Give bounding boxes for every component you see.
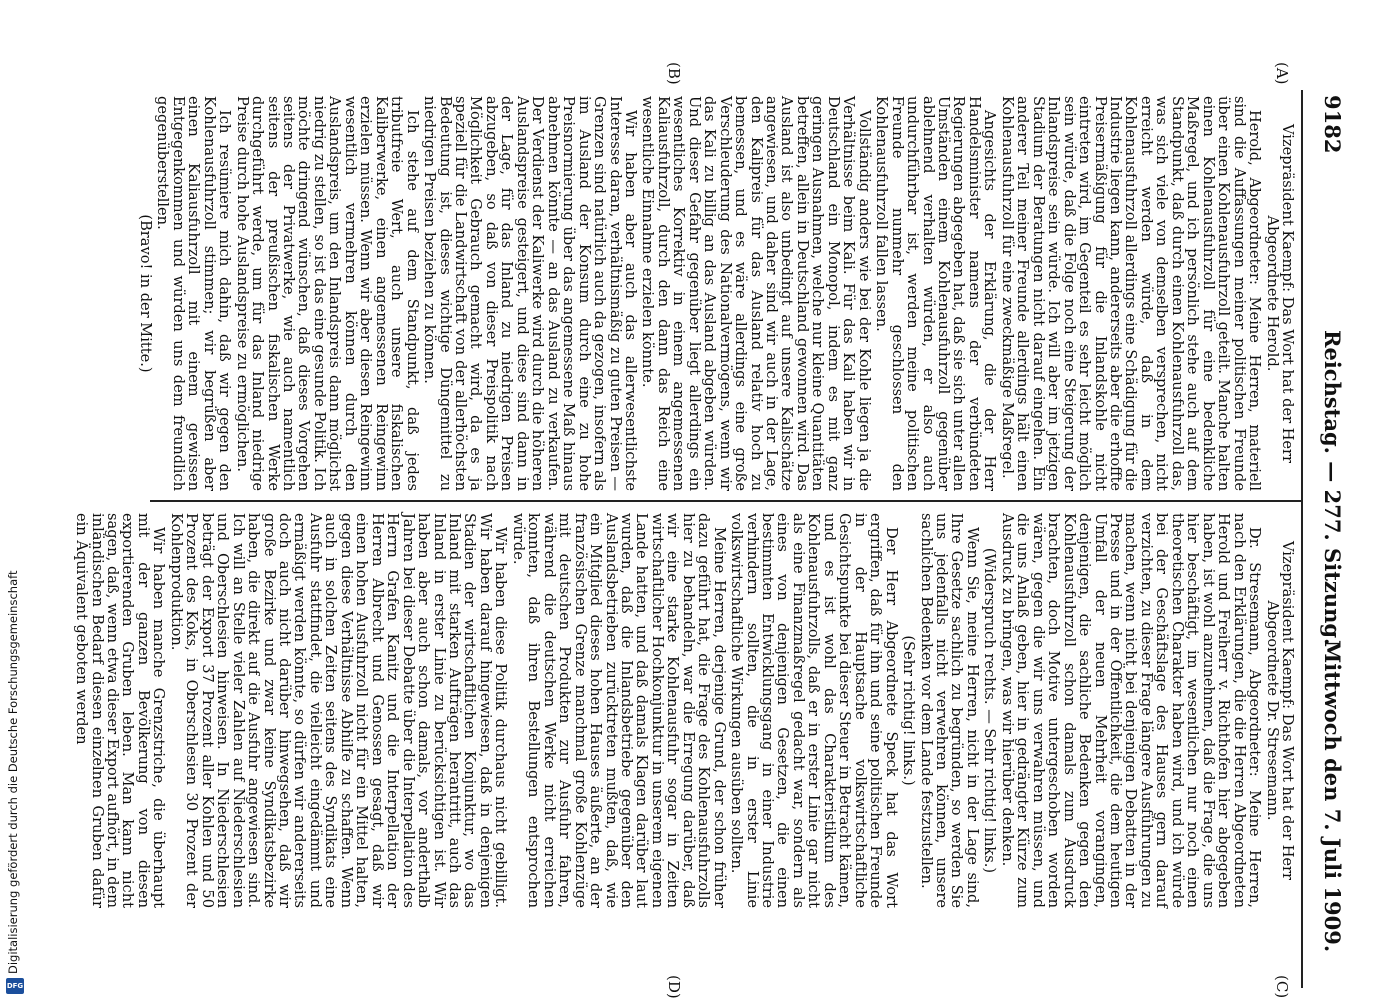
paragraph: Der Herr Abgeordnete Speck hat das Wort ergriffen, daß für ihn und seine politischen Freunde in der Hauptsache volkswirtschaftliche Gesichtspunkte bei dieser Steuer in Betracht kämen, und es ist wohl das Charakteristikum des Kohlenausfuhrzolls, daß er in erster Linie gar nicht als eine Finanzmaßregel gedacht war, sondern als eines von denjenigen Gesetzen, die einen bestimmten Entwicklungsgang in einer Industrie verhindern sollten, die in erster Linie volkswirtschaftliche Wirkungen ausüben sollten. (728, 513, 900, 908)
header-rule (1301, 90, 1303, 988)
margin-letter-d: (D) (665, 975, 683, 999)
paragraph: Wir haben manche Grenzstriche, die überhaupt mit der ganzen Bevölkerung von diesen exportierenden Gruben leben. Man kann nicht sagen, daß, wenn etwa dieser Export aufhört, in dem inländischen Bedarf diesen einzelnen Gruben dafür ein Äquivalent geboten werden (73, 513, 168, 908)
interjection: (Bravo! in der Mitte.) (136, 214, 154, 373)
paragraph: Herold, Abgeordneter: Meine Herren, materiell sind die Auffassungen meiner politischen Freunde über einen Kohlenausfuhrzoll geteilt. Manche halten einen Kohlenausfuhrzoll für eine bedenkliche Maßregel, und ich persönlich stehe auch auf dem Standpunkt, daß durch einen Kohlenausfuhrzoll das, was sich viele von demselben versprechen, nicht erreicht werden würde, daß in dem Kohlenausfuhrzoll allerdings eine Schädigung für die Industrie liegen kann, andererseits aber die erhoffte Preisermäßigung für die Inlandskohle nicht eintreten wird, im Gegenteil es sehr leicht möglich sein würde, daß die Folge noch eine Steigerung der Inlandspreise sein würde. Ich will aber im jetzigen Stadium der Beratungen nicht darauf eingehen. Ein anderer Teil meiner Freunde allerdings hält einen Kohlenausfuhrzoll für eine zweckmäßige Maßregel. (998, 96, 1264, 491)
margin-letter-c: (C) (1273, 975, 1291, 999)
interjection: (Sehr richtig! links.) (900, 635, 918, 786)
paragraph: Ich stehe auf dem Standpunkt, daß jedes tributfreie Wert, auch unsere fiskalischen Kaliberwerke, einen angemessenen Reingewinn erzielen müssen. Wenn wir aber diesen Reingewinn wesentlich vermehren können durch den Auslandspreis, um den Inlandspreis dann möglichst niedrig zu stellen, so ist das eine gesunde Politik. Ich möchte dringend wünschen, daß dieses Vorgehen seitens der Privatwerke, wie auch namentlich seitens der preußischen fiskalischen Werke durchgeführt werde, um für das Inland niedrige Preise durch hohe Auslandspreise zu ermöglichen. (233, 96, 421, 491)
paragraph: Wir haben aber auch das allerwesentlichste Interesse daran, verhältnismäßig zu guten Preisen — Grenzen sind natürlich auch da gezogen, insofern als im Ausland der Konsum durch eine zu hohe Preisnormierung über das angemessene Maß hinaus abnehmen könnte — an das Ausland zu verkaufen. Der Verdienst der Kaliwerke wird durch die höheren Auslandspreise gesteigert, und diese sind dann in der Lage, für das Inland zu niedrigen Preisen abzugeben, so daß von dieser Preispolitik nach Möglichkeit Gebrauch gemacht wird, da es ja speziell für die Landwirtschaft von der allerhöchsten Bedeutung ist, dieses wichtige Düngemittel zu niedrigen Preisen beziehen zu können. (421, 96, 639, 491)
paragraph: Vollständig anders wie bei der Kohle liegen ja die Verhältnisse beim Kali. Für das Kali haben wir in Deutschland ein Monopol, indem es mit ganz geringen Ausnahmen, welche nur kleine Quantitäten betreffen, allein in Deutschland gewonnen wird. Das Ausland ist also unbedingt auf unsere Kalischätze angewiesen, und daher sind wir auch in der Lage, den Kalipreis für das Ausland relativ hoch zu bemessen, und es wäre allerdings eine große Verschleuderung des Nationalvermögens, wenn wir das Kali zu billig an das Ausland abgeben würden. Und dieser Gefahr gegenüber liegt allerdings ein wesentliches Korrektiv in einem angemessenen Kaliausfuhrzoll, durch den dann das Reich eine wesentliche Einnahme erzielen könnte. (639, 96, 873, 491)
speaker-announcement: Vizepräsident Kaempf: Das Wort hat der Herr Abgeordnete Herold. (1263, 123, 1296, 464)
session-date: Mittwoch den 7. Juli 1909. (1320, 640, 1345, 953)
paragraph: Angesichts der Erklärung, die der Herr Handelsminister namens der verbündeten Regierungen abgegeben hat, daß sie sich unter allen Umständen einem Kohlenausfuhrzoll gegenüber ablehnend verhalten würden, er also auch undurchführbar ist, werden meine politischen Freunde nunmehr geschlossen den Kohlenausfuhrzoll fallen lassen. (873, 96, 999, 491)
footer-credit: Digitalisierung gefördert durch die Deutsche Forschungsgemeinschaft (6, 570, 20, 974)
right-column (72, 513, 1295, 908)
page-number: 9182 (1320, 95, 1345, 154)
paragraph: Dr. Stresemann, Abgeordneter: Meine Herren, nach den Erklärungen, die die Herren Abgeordneten Herold und Freiherr v. Richthofen hier abgegeben haben, ist wohl anzunehmen, daß die Frage, die uns hier beschäftigt, im wesentlichen nur noch einen theoretischen Charakter haben wird, und ich würde bei der Geschäftslage des Hauses gern darauf verzichten, zu dieser Frage längere Ausführungen zu machen, wenn nicht bei denjenigen Debatten in der Presse und in der Öffentlichkeit, die dem heutigen Umfall der neuen Mehrheit vorangingen, denjenigen, die sachliche Bedenken gegen den Kohlenausfuhrzoll schon damals zum Ausdruck brachten, doch Motive untergeschoben worden wären, gegen die wir uns verwahren müssen, und die uns Anlaß geben, hier in gedrängter Kürze zum Ausdruck zu bringen, was wir hierüber denken. (998, 513, 1264, 909)
margin-letter-a: (A) (1273, 62, 1291, 85)
margin-letter-b: (B) (665, 62, 683, 85)
dfg-logo-icon: DFG (6, 978, 24, 994)
running-head: Reichstag. — 277. Sitzung. (1320, 330, 1345, 646)
left-column (135, 96, 1295, 491)
speaker-announcement: Vizepräsident Kaempf: Das Wort hat der Herr Abgeordnete Dr. Stresemann. (1263, 540, 1296, 881)
paragraph: Wenn Sie, meine Herren, nicht in der Lage sind, Ihre Gesetze sachlich zu begründen, so werden Sie uns jedenfalls nicht verwehren können, unsere sachlichen Bedenken vor dem Lande festzustellen. (917, 513, 981, 908)
interjection: (Widerspruch rechts. — Sehr richtig! links.) (981, 547, 999, 874)
paragraph: Meine Herren, derjenige Grund, der schon früher dazu geführt hat, die Frage des Kohlenausfuhrzolls hier zu behandeln, war die Erregung darüber, daß wir eine starke Kohlenausfuhr sogar in Zeiten wirtschaftlicher Hochkonjunktur in unserem eigenen Lande hatten, und daß damals Klagen darüber laut wurden, daß die Inlandsbetriebe gegenüber den Auslandsbetrieben zurücktreten mußten, daß, wie ein Mitglied dieses hohen Hauses äußerte, an der französischen Grenze manchmal große Kohlenzüge mit deutschen Produkten zur Ausfuhr fahren, während die deutschen Werke nicht erreichen konnten, daß ihren Bestellungen entsprochen würde. (509, 513, 728, 908)
column-divider (150, 500, 1301, 502)
paragraph: Ich resümiere mich dahin, daß wir gegen den Kohlenausfuhrzoll stimmen; wir begrüßen aber einen Kaliausfuhrzoll mit einem gewissen Entgegenkommen und würden uns dem freundlich gegenüberstellen. (154, 96, 234, 491)
digitization-footer (0, 0, 40, 1000)
paragraph: Wir haben diese Politik durchaus nicht gebilligt. Wir haben darauf hingewiesen, daß in denjenigen Stadien der wirtschaftlichen Konjunktur, wo das Inland mit starken Aufträgen herantritt, auch das Inland in erster Linie zu berücksichtigen ist. Wir haben aber auch schon damals, vor anderthalb Jahren bei dieser Debatte über die Interpellation des Herrn Grafen Kanitz und die Interpellation der Herren Albrecht und Genossen gesagt, daß wir einen hohen Ausfuhrzoll nicht für ein Mittel halten, gegen diese Verhältnisse Abhilfe zu schaffen. Wenn auch in solchen Zeiten seitens des Syndikats eine Ausfuhr stattfindet, die vielleicht eingedämmt und ermäßigt werden könnte, so dürfen wir andererseits doch auch nicht darüber hinwegsehen, daß wir große Bezirke und zwar keine Syndikatsbezirke haben, die direkt auf die Ausfuhr angewiesen sind. Ich will an Stelle vieler Zahlen auf Niederschlesien und Oberschlesien hinweisen. In Niederschlesien beträgt der Export 37 Prozent aller Kohlen und 50 Prozent des Koks, in Oberschlesien 30 Prozent der Kohlenproduktion. (167, 513, 510, 908)
